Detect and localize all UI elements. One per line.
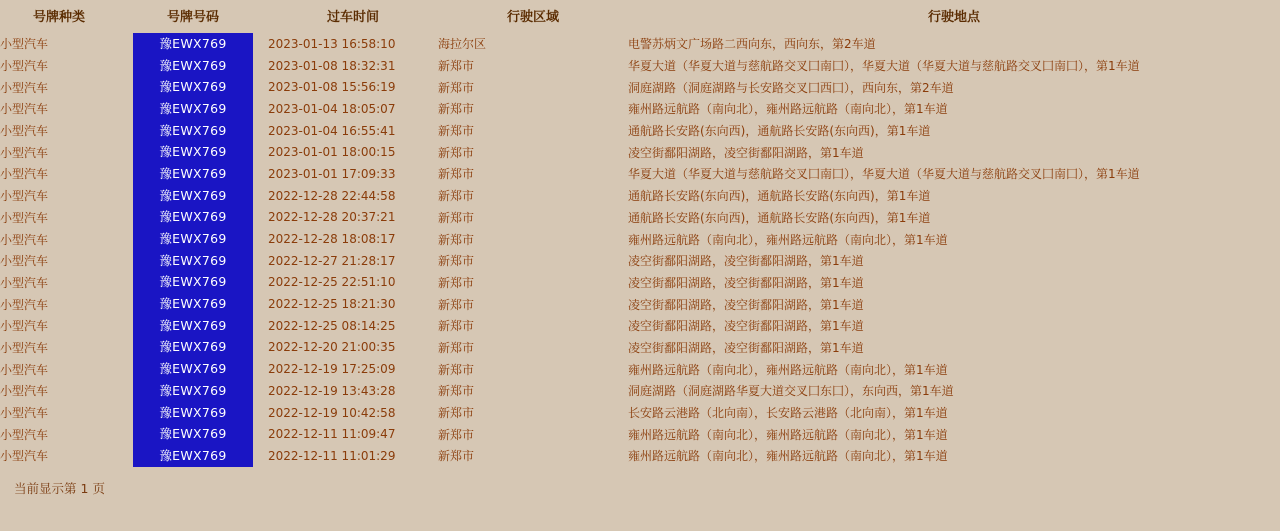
- pagination-suffix-label: 页: [92, 480, 105, 496]
- cell-pass-time: 2022-12-25 18:21:30: [268, 297, 396, 312]
- cell-drive-area: 新郑市: [438, 145, 475, 160]
- cell-pass-time: 2022-12-11 11:09:47: [268, 427, 396, 442]
- table-header-row: [0, 0, 1280, 33]
- cell-plate-number[interactable]: [118, 207, 268, 229]
- cell-plate-type: 小型汽车: [0, 406, 49, 421]
- plate-badge[interactable]: 豫EWX769: [134, 186, 252, 206]
- cell-plate-number[interactable]: [118, 423, 268, 445]
- table-row[interactable]: [0, 380, 1280, 402]
- cell-plate-number[interactable]: [118, 337, 268, 359]
- cell-plate-number[interactable]: [118, 358, 268, 380]
- cell-drive-place: 雍州路远航路（南向北），雍州路远航路（南向北），第1车道: [628, 102, 948, 117]
- cell-drive-place: 通航路长安路(东向西)，通航路长安路(东向西)，第1车道: [628, 189, 931, 204]
- cell-drive-place: 凌空街鄱阳湖路，凌空街鄱阳湖路，第1车道: [628, 340, 864, 355]
- cell-plate-type: 小型汽车: [0, 59, 49, 74]
- cell-drive-place: 雍州路远航路（南向北），雍州路远航路（南向北），第1车道: [628, 449, 948, 464]
- cell-drive-place: 华夏大道（华夏大道与慈航路交叉囗南囗），华夏大道（华夏大道与慈航路交叉囗南囗），第1车道: [628, 167, 1140, 182]
- table-row[interactable]: [0, 402, 1280, 424]
- cell-plate-number[interactable]: [118, 380, 268, 402]
- column-header-plate-number: 号牌号码: [166, 10, 219, 25]
- cell-plate-type: 小型汽车: [0, 362, 49, 377]
- pagination-current-page: 1: [80, 480, 89, 496]
- cell-drive-area: 新郑市: [438, 362, 475, 377]
- cell-drive-area: 新郑市: [438, 59, 475, 74]
- cell-drive-place: 雍州路远航路（南向北），雍州路远航路（南向北），第1车道: [628, 232, 948, 247]
- cell-drive-area: 新郑市: [438, 102, 475, 117]
- cell-drive-place: 洞庭湖路（洞庭湖路华夏大道交叉囗东囗），东向西，第1车道: [628, 384, 954, 399]
- cell-pass-time: 2022-12-27 21:28:17: [268, 253, 396, 268]
- cell-drive-place: 通航路长安路(东向西)，通航路长安路(东向西)，第1车道: [628, 124, 931, 139]
- plate-badge[interactable]: 豫EWX769: [134, 403, 252, 423]
- cell-pass-time: 2022-12-11 11:01:29: [268, 448, 396, 463]
- column-header-drive-area: 行驶区域: [506, 10, 559, 25]
- table-row[interactable]: [0, 445, 1280, 467]
- cell-plate-type: 小型汽车: [0, 254, 49, 269]
- plate-badge[interactable]: 豫EWX769: [134, 164, 252, 184]
- cell-pass-time: 2022-12-19 10:42:58: [268, 405, 396, 420]
- cell-drive-area: 新郑市: [438, 340, 475, 355]
- cell-drive-place: 华夏大道（华夏大道与慈航路交叉囗南囗），华夏大道（华夏大道与慈航路交叉囗南囗），第1车道: [628, 59, 1140, 74]
- plate-badge[interactable]: 豫EWX769: [134, 359, 252, 379]
- cell-pass-time: 2022-12-25 08:14:25: [268, 318, 396, 333]
- cell-plate-type: 小型汽车: [0, 340, 49, 355]
- cell-drive-area: 新郑市: [438, 124, 475, 139]
- table-row[interactable]: [0, 76, 1280, 98]
- cell-pass-time: 2022-12-28 22:44:58: [268, 188, 396, 203]
- cell-plate-number[interactable]: [118, 272, 268, 294]
- column-header-drive-place: 行驶地点: [927, 10, 980, 25]
- table-row[interactable]: [0, 272, 1280, 294]
- plate-badge[interactable]: 豫EWX769: [134, 381, 252, 401]
- cell-drive-place: 凌空街鄱阳湖路，凌空街鄱阳湖路，第1车道: [628, 297, 864, 312]
- plate-badge[interactable]: 豫EWX769: [134, 56, 252, 76]
- cell-plate-number[interactable]: [118, 250, 268, 272]
- cell-plate-type: 小型汽车: [0, 427, 49, 442]
- table-row[interactable]: [0, 315, 1280, 337]
- cell-drive-place: 电警苏炳文广场路二西向东，西向东，第2车道: [628, 37, 876, 52]
- cell-drive-place: 长安路云港路（北向南），长安路云港路（北向南），第1车道: [628, 406, 948, 421]
- cell-pass-time: 2022-12-25 22:51:10: [268, 275, 396, 290]
- cell-plate-type: 小型汽车: [0, 449, 49, 464]
- table-row[interactable]: [0, 207, 1280, 229]
- cell-drive-area: 新郑市: [438, 449, 475, 464]
- cell-plate-number[interactable]: [118, 141, 268, 163]
- cell-pass-time: 2023-01-01 17:09:33: [268, 166, 396, 181]
- cell-pass-time: 2023-01-04 18:05:07: [268, 101, 396, 116]
- cell-plate-number[interactable]: [118, 228, 268, 250]
- cell-drive-area: 海拉尔区: [438, 37, 487, 52]
- cell-pass-time: 2023-01-08 15:56:19: [268, 80, 396, 95]
- plate-badge[interactable]: 豫EWX769: [134, 337, 252, 357]
- plate-badge[interactable]: 豫EWX769: [134, 207, 252, 227]
- cell-pass-time: 2023-01-08 18:32:31: [268, 58, 396, 73]
- pagination-prefix-label: 当前显示第: [14, 480, 77, 496]
- cell-drive-place: 凌空街鄱阳湖路，凌空街鄱阳湖路，第1车道: [628, 145, 864, 160]
- table-row[interactable]: [0, 120, 1280, 142]
- cell-drive-area: 新郑市: [438, 210, 475, 225]
- cell-plate-number[interactable]: [118, 120, 268, 142]
- plate-badge[interactable]: 豫EWX769: [134, 77, 252, 97]
- cell-pass-time: 2022-12-28 20:37:21: [268, 210, 396, 225]
- cell-plate-type: 小型汽车: [0, 319, 49, 334]
- cell-drive-area: 新郑市: [438, 384, 475, 399]
- cell-plate-type: 小型汽车: [0, 102, 49, 117]
- cell-drive-area: 新郑市: [438, 319, 475, 334]
- cell-drive-place: 雍州路远航路（南向北），雍州路远航路（南向北），第1车道: [628, 362, 948, 377]
- cell-plate-number[interactable]: [118, 163, 268, 185]
- cell-drive-place: 凌空街鄱阳湖路，凌空街鄱阳湖路，第1车道: [628, 275, 864, 290]
- cell-pass-time: 2022-12-19 13:43:28: [268, 383, 396, 398]
- table-body: [0, 33, 1280, 467]
- table-row[interactable]: [0, 337, 1280, 359]
- cell-plate-type: 小型汽车: [0, 124, 49, 139]
- plate-badge[interactable]: 豫EWX769: [134, 99, 252, 119]
- cell-drive-area: 新郑市: [438, 189, 475, 204]
- table-row[interactable]: [0, 141, 1280, 163]
- cell-plate-number[interactable]: [118, 185, 268, 207]
- plate-badge[interactable]: 豫EWX769: [134, 142, 252, 162]
- table-row[interactable]: [0, 55, 1280, 77]
- table-row[interactable]: [0, 423, 1280, 445]
- cell-plate-type: 小型汽车: [0, 37, 49, 52]
- table-row[interactable]: [0, 293, 1280, 315]
- table-row[interactable]: [0, 358, 1280, 380]
- cell-drive-place: 雍州路远航路（南向北），雍州路远航路（南向北），第1车道: [628, 427, 948, 442]
- pagination-footer: [0, 467, 1280, 497]
- table-row[interactable]: [0, 228, 1280, 250]
- plate-badge[interactable]: 豫EWX769: [134, 121, 252, 141]
- table-row[interactable]: [0, 163, 1280, 185]
- plate-badge[interactable]: 豫EWX769: [134, 251, 252, 271]
- cell-pass-time: 2022-12-20 21:00:35: [268, 340, 396, 355]
- table-row[interactable]: [0, 33, 1280, 55]
- cell-plate-type: 小型汽车: [0, 145, 49, 160]
- cell-plate-type: 小型汽车: [0, 384, 49, 399]
- cell-pass-time: 2022-12-19 17:25:09: [268, 362, 396, 377]
- cell-plate-type: 小型汽车: [0, 189, 49, 204]
- cell-drive-area: 新郑市: [438, 80, 475, 95]
- cell-plate-type: 小型汽车: [0, 297, 49, 312]
- plate-badge[interactable]: 豫EWX769: [134, 424, 252, 444]
- cell-drive-place: 凌空街鄱阳湖路，凌空街鄱阳湖路，第1车道: [628, 254, 864, 269]
- table-row[interactable]: [0, 185, 1280, 207]
- column-header-pass-time: 过车时间: [326, 10, 379, 25]
- cell-pass-time: 2023-01-01 18:00:15: [268, 145, 396, 160]
- cell-plate-number[interactable]: [118, 315, 268, 337]
- cell-drive-area: 新郑市: [438, 254, 475, 269]
- cell-plate-type: 小型汽车: [0, 167, 49, 182]
- cell-drive-area: 新郑市: [438, 232, 475, 247]
- cell-drive-place: 洞庭湖路（洞庭湖路与长安路交叉囗西囗），西向东，第2车道: [628, 80, 954, 95]
- table-header: [0, 0, 1280, 33]
- cell-plate-number[interactable]: [118, 76, 268, 98]
- plate-badge[interactable]: 豫EWX769: [134, 34, 252, 54]
- cell-drive-place: 通航路长安路(东向西)，通航路长安路(东向西)，第1车道: [628, 210, 931, 225]
- cell-drive-area: 新郑市: [438, 167, 475, 182]
- table-row[interactable]: [0, 98, 1280, 120]
- cell-plate-type: 小型汽车: [0, 80, 49, 95]
- cell-drive-area: 新郑市: [438, 406, 475, 421]
- cell-plate-type: 小型汽车: [0, 210, 49, 225]
- plate-badge[interactable]: 豫EWX769: [134, 229, 252, 249]
- cell-plate-number[interactable]: [118, 98, 268, 120]
- table-row[interactable]: [0, 250, 1280, 272]
- plate-badge[interactable]: 豫EWX769: [134, 446, 252, 466]
- cell-plate-number[interactable]: [118, 445, 268, 467]
- cell-pass-time: 2023-01-13 16:58:10: [268, 36, 396, 51]
- cell-drive-area: 新郑市: [438, 275, 475, 290]
- plate-badge[interactable]: 豫EWX769: [134, 294, 252, 314]
- cell-plate-number[interactable]: [118, 33, 268, 55]
- cell-drive-place: 凌空街鄱阳湖路，凌空街鄱阳湖路，第1车道: [628, 319, 864, 334]
- cell-plate-number[interactable]: [118, 55, 268, 77]
- column-header-plate-type: 号牌种类: [32, 10, 85, 25]
- cell-pass-time: 2022-12-28 18:08:17: [268, 232, 396, 247]
- plate-badge[interactable]: 豫EWX769: [134, 272, 252, 292]
- plate-badge[interactable]: 豫EWX769: [134, 316, 252, 336]
- cell-plate-number[interactable]: [118, 293, 268, 315]
- cell-plate-number[interactable]: [118, 402, 268, 424]
- cell-plate-type: 小型汽车: [0, 275, 49, 290]
- cell-drive-area: 新郑市: [438, 297, 475, 312]
- cell-plate-type: 小型汽车: [0, 232, 49, 247]
- cell-drive-area: 新郑市: [438, 427, 475, 442]
- cell-pass-time: 2023-01-04 16:55:41: [268, 123, 396, 138]
